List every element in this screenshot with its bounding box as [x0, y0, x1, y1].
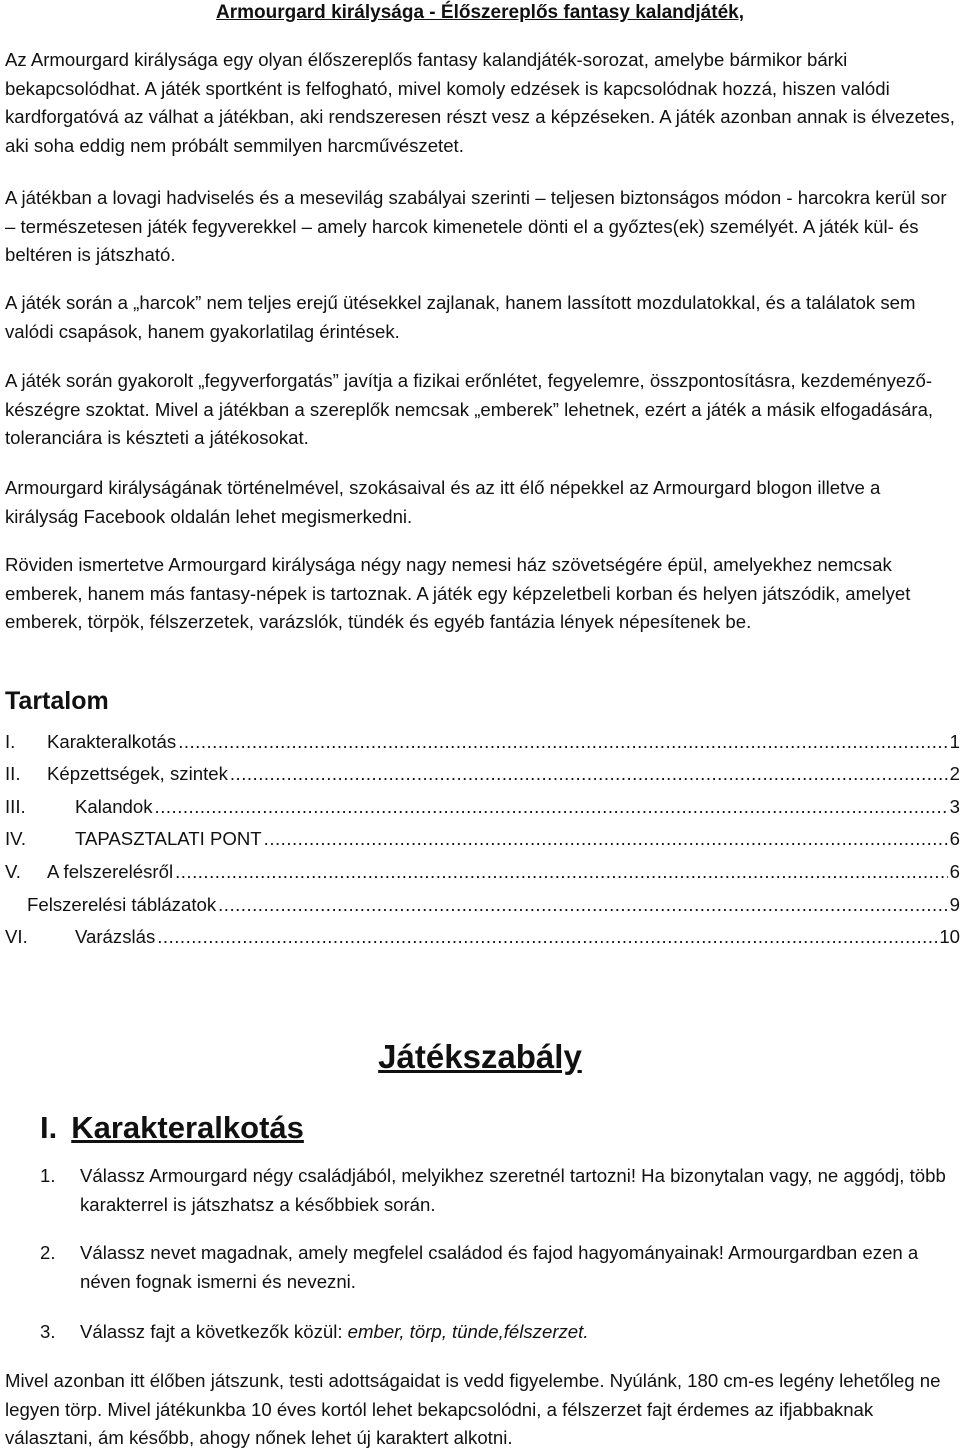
toc-entry-label: Képzettségek, szintek: [47, 763, 228, 784]
toc-entry[interactable]: [5, 824, 960, 854]
toc-entry-number: VI.: [5, 926, 28, 947]
section-number: I.: [40, 1110, 58, 1145]
toc-leader-dots: [230, 759, 948, 789]
toc-entry-number: II.: [5, 763, 21, 784]
list-item-text: Válassz nevet magadnak, amely megfelel családod és fajod hagyományainak! Armourgardban ezen a néven fognak ismerni és nevezni.: [80, 1242, 919, 1292]
toc-entry-page: 6: [949, 861, 960, 882]
toc-leader-dots: [218, 890, 948, 920]
race-options: ember, törp, tünde,félszerzet.: [347, 1321, 589, 1342]
list-item-number: 3.: [40, 1321, 56, 1342]
toc-entry[interactable]: [5, 727, 960, 757]
toc-entry[interactable]: [5, 759, 960, 789]
list-item-number: 2.: [40, 1242, 56, 1263]
toc-entry[interactable]: [5, 890, 960, 920]
list-item-text: Válassz Armourgard négy családjából, melyikhez szeretnél tartozni! Ha bizonytalan vagy, ne aggódj, több karakterrel is játszhatsz a későbbiek során.: [80, 1165, 946, 1215]
summary-paragraph: Röviden ismertetve Armourgard királysága négy nagy nemesi ház szövetségére épül, amelyekhez nemcsak emberek, hanem más fantasy-népek is tartoznak. A játék egy képzeletbeli korban és helyen játszódik, amelyet emberek, törpök, félszerzetek, varázslók, tündék és egyéb fantázia lények népesítenek be.: [5, 554, 911, 633]
section-heading: [40, 1110, 304, 1146]
list-item: [40, 1318, 955, 1347]
toc-leader-dots: [264, 824, 948, 854]
toc-entry-label: TAPASZTALATI PONT: [75, 828, 262, 849]
closing-paragraph: Mivel azonban itt élőben játszunk, testi adottságaidat is vedd figyelembe. Nyúlánk, 180 cm-es legény lehetőleg ne legyen törp. Mivel játékunkba 10 éves kortól lehet bekapcsolódni, a félszerzet fajt érdemes az ifjabbaknak választani, ám később, ahogy nőnek lehet új karaktert alkotni.: [5, 1370, 941, 1449]
toc-entry-label: A felszerelésről: [47, 861, 174, 882]
rules-title: Játékszabály: [378, 1038, 582, 1075]
toc-entry[interactable]: [5, 857, 960, 887]
toc-entry-number: IV.: [5, 828, 27, 849]
list-item: [40, 1162, 955, 1219]
toc-entry[interactable]: [5, 922, 960, 952]
toc-entry-number: I.: [5, 731, 16, 752]
list-item: [40, 1239, 955, 1296]
list-item-number: 1.: [40, 1165, 56, 1186]
intro-paragraph: Az Armourgard királysága egy olyan élőszereplős fantasy kalandjáték-sorozat, amelybe bármikor bárki bekapcsolódhat. A játék sportként is felfogható, mivel komoly edzések is kapcsolódnak hozzá, hiszen valódi kardforgatóvá az válhat a játékban, aki rendszeresen részt vesz a képzéseken. A játék azonban annak is élvezetes, aki soha eddig nem próbált semmilyen harcművészetet.: [5, 49, 955, 156]
toc-leader-dots: [157, 922, 937, 952]
toc-entry-label: Felszerelési táblázatok: [27, 894, 217, 915]
toc-entry-label: Karakteralkotás: [47, 731, 177, 752]
list-item-text: [80, 1318, 955, 1347]
combat-paragraph: A játékban a lovagi hadviselés és a mesevilág szabályai szerinti – teljesen biztonságos módon - harcokra kerül sor – természetesen játék fegyverekkel – amely harcok kimenetele dönti el a győztes(ek) személyét. A játék kül- és beltéren is játszható.: [5, 187, 947, 266]
document-title: Armourgard királysága - Élőszereplős fantasy kalandjáték,: [216, 2, 744, 23]
toc-entry-page: 10: [939, 926, 960, 947]
toc-entry-number: V.: [5, 861, 21, 882]
toc-leader-dots: [178, 727, 947, 757]
toc-entry-page: 9: [949, 894, 960, 915]
section-title: Karakteralkotás: [71, 1110, 304, 1145]
toc-heading: Tartalom: [5, 687, 109, 715]
toc-entry[interactable]: [5, 792, 960, 822]
hits-paragraph: A játék során a „harcok” nem teljes erejű ütésekkel zajlanak, hanem lassított mozdulatokkal, és a találatok sem valódi csapások, hanem gyakorlatilag érintések.: [5, 292, 916, 342]
toc-entry-page: 1: [949, 731, 960, 752]
toc-entry-number: III.: [5, 796, 26, 817]
toc-entry-label: Varázslás: [75, 926, 156, 947]
history-paragraph: Armourgard királyságának történelmével, szokásaival és az itt élő népekkel az Armourgard blogon illetve a királyság Facebook oldalán lehet megismerkedni.: [5, 477, 881, 527]
toc-entry-page: 6: [949, 828, 960, 849]
list-item-text-prefix: Válassz fajt a következők közül:: [80, 1321, 348, 1342]
toc-entry-page: 2: [949, 763, 960, 784]
toc-leader-dots: [155, 792, 948, 822]
toc-entry-page: 3: [949, 796, 960, 817]
benefits-paragraph: A játék során gyakorolt „fegyverforgatás” javítja a fizikai erőnlétet, fegyelemre, összpontosításra, kezdeményező-készégre szoktat. Mivel a játékban a szereplők nemcsak „emberek” lehetnek, ezért a játék a másik elfogadására, toleranciára is készteti a játékosokat.: [5, 370, 934, 449]
toc-entry-label: Kalandok: [75, 796, 153, 817]
toc-leader-dots: [175, 857, 948, 887]
